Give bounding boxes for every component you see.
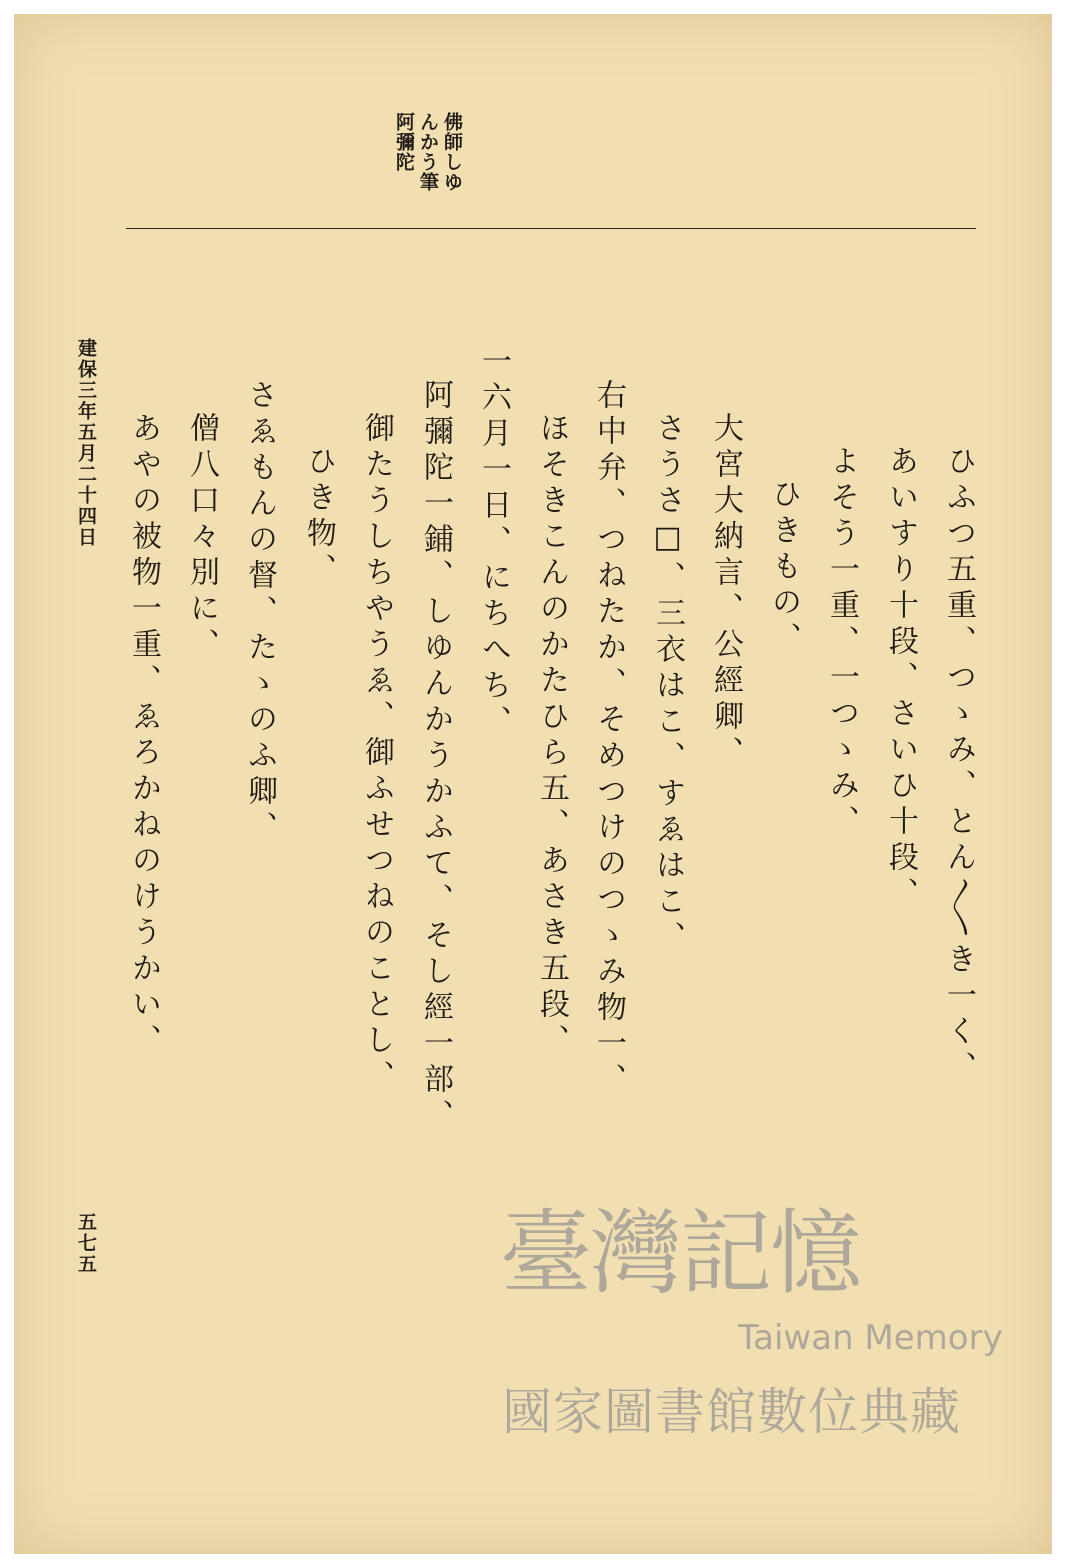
date-note: 建保三年五月二十四日 xyxy=(75,338,97,548)
watermark-logo-text: 臺灣記憶 xyxy=(500,1200,861,1307)
header-line-2: んかう筆 xyxy=(417,112,439,192)
body-line-8: ほそきこんのかたひら五、あさき五段、 xyxy=(534,412,569,1060)
body-line-12: ひき物、 xyxy=(301,445,336,589)
body-line-4: ひきもの、 xyxy=(766,478,801,658)
body-line-15: あやの被物一重、ゑろかねのけうかい、 xyxy=(126,412,161,1060)
body-line-2: あいすり十段、さいひ十段、 xyxy=(883,445,918,913)
body-line-11: 御たうしちやうゑ、御ふせつねのことし、 xyxy=(359,412,394,1096)
body-line-3: よそう一重、一つゝみ、 xyxy=(824,445,859,841)
body-line-6: さうさ□、三衣はこ、すゑはこ、 xyxy=(650,412,685,957)
body-line-7: 右中弁、つねたか、そめつけのつゝみ物一、 xyxy=(591,379,626,1099)
body-line-1: ひふつ五重、つゝみ、とん〳〵き一く、 xyxy=(941,445,976,1087)
page-number: 五七五 xyxy=(75,1212,97,1275)
body-line-5: 大宮大納言、公經卿、 xyxy=(708,412,743,772)
header-line-3: 阿彌陀 xyxy=(393,112,415,172)
header-line-1: 佛師しゆ xyxy=(441,112,463,192)
body-line-10: 阿彌陀一鋪、しゆんかうかふて、そし經一部、 xyxy=(418,379,453,1135)
watermark-chinese: 國家圖書館數位典藏 xyxy=(502,1383,961,1441)
body-line-9: 一六月一日、にちへち、 xyxy=(476,345,511,741)
watermark-english: Taiwan Memory xyxy=(738,1318,1003,1358)
body-line-14: 僧八口々別に、 xyxy=(184,412,219,664)
divider-line xyxy=(126,228,976,229)
body-line-13: さゑもんの督、たゝのふ卿、 xyxy=(242,379,277,847)
